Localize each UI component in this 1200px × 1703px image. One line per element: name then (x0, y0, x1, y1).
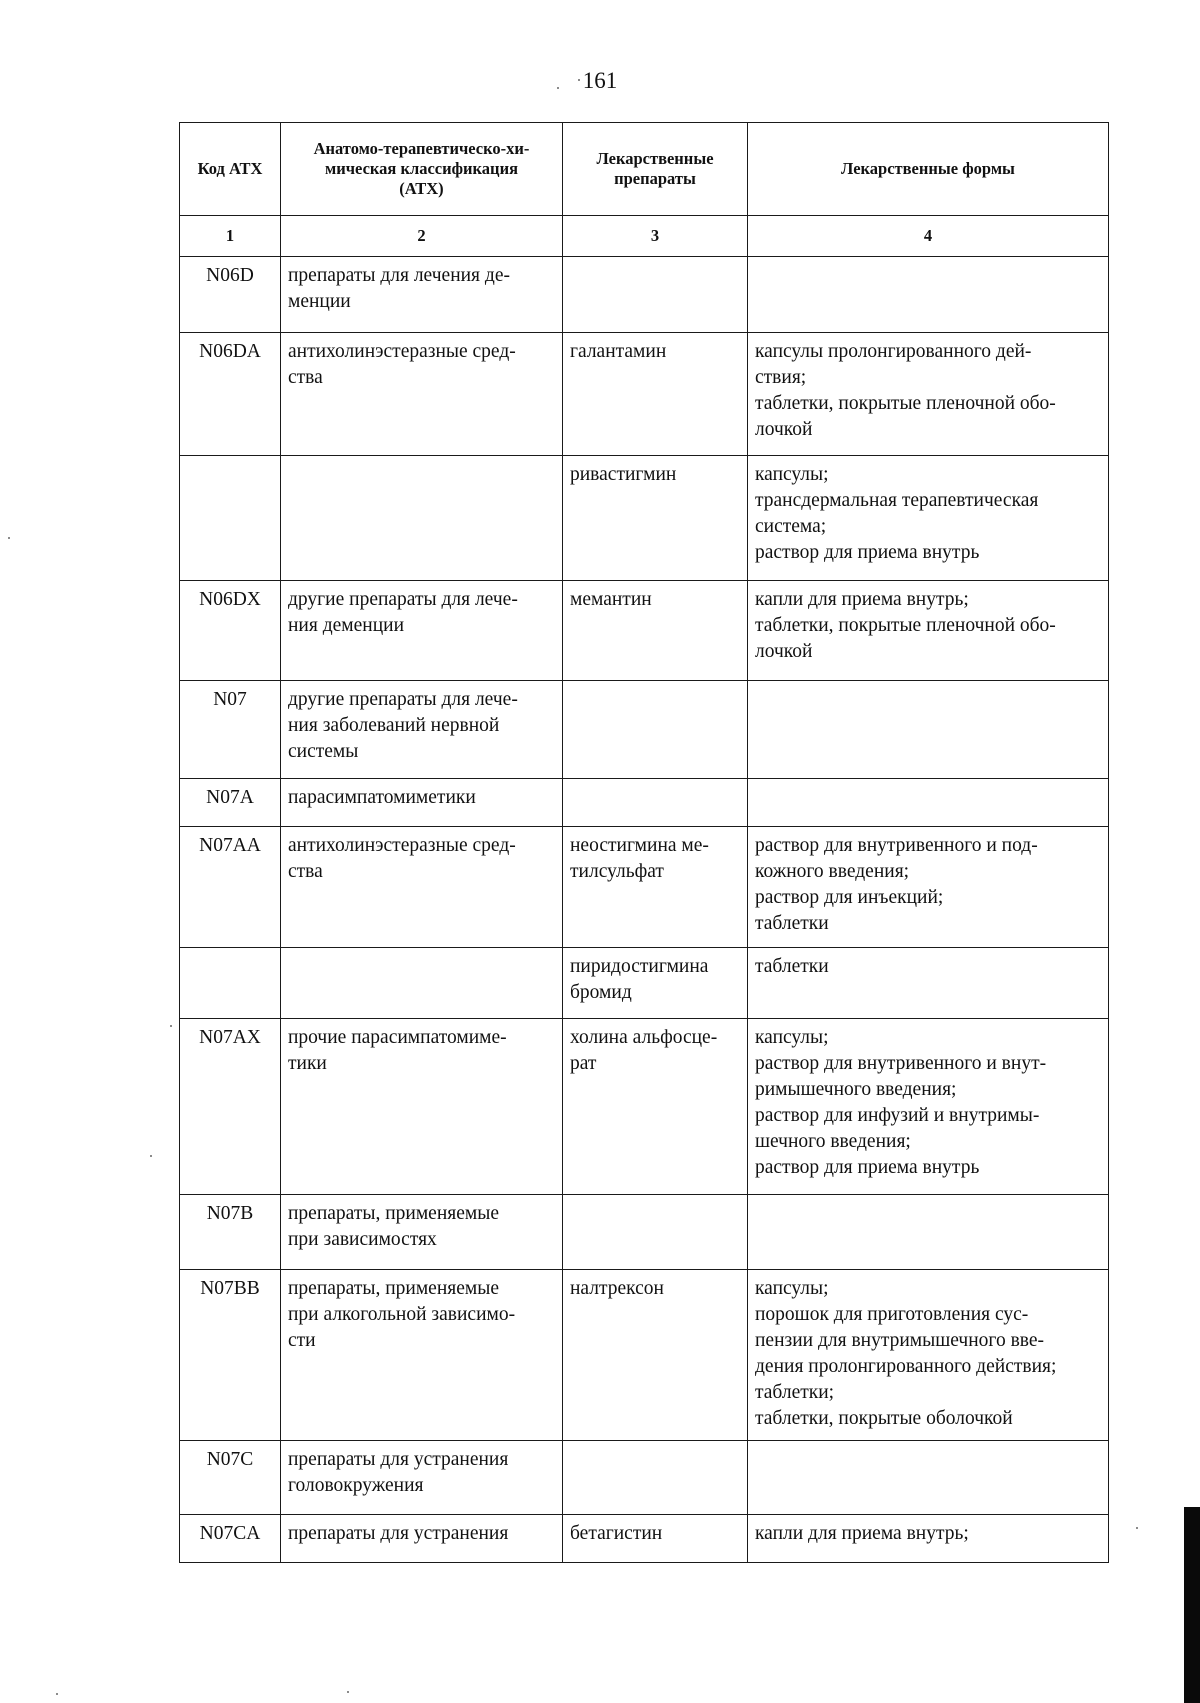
forms-line: кожного введения; (755, 861, 910, 882)
column-number: 3 (563, 216, 748, 257)
forms-cell (748, 681, 1109, 779)
forms-line: таблетки (755, 956, 829, 977)
forms-cell (748, 948, 1109, 1019)
classification-line: тики (288, 1053, 327, 1074)
drug-cell (563, 948, 748, 1019)
table-row (180, 779, 1109, 827)
header-row (180, 123, 1109, 216)
forms-cell (748, 1195, 1109, 1270)
header-forms-line: Лекарственные формы (841, 159, 1015, 178)
header-drugs (563, 123, 748, 216)
classification-line: другие препараты для лече- (288, 689, 518, 710)
scan-speck (347, 1691, 349, 1693)
classification-cell (281, 333, 563, 456)
drug-line: галантамин (570, 341, 667, 362)
classification-line: при зависимостях (288, 1229, 437, 1250)
atx-code-cell (180, 456, 281, 581)
classification-cell (281, 1515, 563, 1563)
forms-cell (748, 1515, 1109, 1563)
classification-cell (281, 779, 563, 827)
atx-code-cell: N07AA (180, 827, 281, 948)
forms-line: раствор для приема внутрь (755, 1157, 980, 1178)
scan-speck (557, 87, 559, 89)
drug-cell (563, 1515, 748, 1563)
header-code-line: Код АТХ (197, 159, 263, 178)
forms-line: трансдермальная терапевтическая (755, 490, 1039, 511)
drug-cell (563, 581, 748, 681)
atx-code-cell: N07C (180, 1441, 281, 1515)
header-classification-line: (АТХ) (399, 179, 444, 198)
column-number: 2 (281, 216, 563, 257)
forms-line: таблетки; (755, 1382, 835, 1403)
classification-cell (281, 1019, 563, 1195)
scan-speck (56, 1693, 58, 1695)
scan-speck (170, 1025, 172, 1027)
forms-line: раствор для инфузий и внутримы- (755, 1105, 1040, 1126)
column-number-row (180, 216, 1109, 257)
column-number: 4 (748, 216, 1109, 257)
classification-line: другие препараты для лече- (288, 589, 518, 610)
drug-line: тилсульфат (570, 861, 664, 882)
table-row (180, 1195, 1109, 1270)
atx-code-cell: N06DA (180, 333, 281, 456)
atx-code-cell: N07A (180, 779, 281, 827)
classification-cell (281, 257, 563, 333)
forms-line: таблетки, покрытые оболочкой (755, 1408, 1013, 1429)
table-body (180, 257, 1109, 1563)
forms-cell (748, 581, 1109, 681)
drug-line: мемантин (570, 589, 652, 610)
forms-line: порошок для приготовления сус- (755, 1304, 1029, 1325)
forms-cell (748, 779, 1109, 827)
classification-line: препараты для устранения (288, 1523, 509, 1544)
classification-line: системы (288, 741, 359, 762)
forms-cell (748, 456, 1109, 581)
atx-code-cell (180, 948, 281, 1019)
forms-line: система; (755, 516, 827, 537)
classification-line: головокружения (288, 1475, 424, 1496)
classification-cell (281, 456, 563, 581)
table-row (180, 333, 1109, 456)
classification-cell (281, 1441, 563, 1515)
forms-cell (748, 827, 1109, 948)
classification-line: антихолинэстеразные сред- (288, 835, 516, 856)
classification-line: ния деменции (288, 615, 405, 636)
scan-speck (150, 1155, 152, 1157)
forms-line: дения пролонгированного действия; (755, 1356, 1057, 1377)
table-row (180, 1019, 1109, 1195)
table-row (180, 1270, 1109, 1441)
page-number: 161 (582, 68, 618, 93)
header-classification-line: Анатомо-терапевтическо-хи- (313, 139, 530, 158)
forms-line: раствор для внутривенного и внут- (755, 1053, 1047, 1074)
header-classification (281, 123, 563, 216)
forms-line: раствор для приема внутрь (755, 542, 980, 563)
table-row (180, 827, 1109, 948)
classification-line: препараты для лечения де- (288, 265, 510, 286)
forms-line: капли для приема внутрь; (755, 589, 969, 610)
drug-cell (563, 1019, 748, 1195)
classification-line: менции (288, 291, 351, 312)
header-code (180, 123, 281, 216)
scan-speck (578, 79, 580, 81)
drug-cell (563, 456, 748, 581)
atx-code-cell: N06D (180, 257, 281, 333)
scan-speck (8, 537, 10, 539)
forms-line: лочкой (755, 641, 813, 662)
column-number: 1 (180, 216, 281, 257)
classification-line: препараты, применяемые (288, 1278, 499, 1299)
drug-cell (563, 779, 748, 827)
drug-line: неостигмина ме- (570, 835, 709, 856)
header-classification-line: мическая классификация (325, 159, 518, 178)
classification-cell (281, 681, 563, 779)
drug-line: налтрексон (570, 1278, 664, 1299)
table-row (180, 681, 1109, 779)
classification-line: прочие парасимпатомиме- (288, 1027, 507, 1048)
atx-code-cell: N07AX (180, 1019, 281, 1195)
forms-line: римышечного введения; (755, 1079, 957, 1100)
atx-code-cell: N07CA (180, 1515, 281, 1563)
forms-line: раствор для инъекций; (755, 887, 944, 908)
header-drugs-line: препараты (614, 169, 696, 188)
atx-code-cell: N07BB (180, 1270, 281, 1441)
forms-line: таблетки, покрытые пленочной обо- (755, 615, 1056, 636)
forms-cell (748, 1270, 1109, 1441)
forms-line: ствия; (755, 367, 807, 388)
classification-cell (281, 948, 563, 1019)
classification-cell (281, 1195, 563, 1270)
drug-cell (563, 1195, 748, 1270)
classification-cell (281, 827, 563, 948)
forms-line: капсулы пролонгированного дей- (755, 341, 1032, 362)
classification-cell (281, 1270, 563, 1441)
drug-line: ривастигмин (570, 464, 677, 485)
forms-line: пензии для внутримышечного вве- (755, 1330, 1045, 1351)
drug-cell (563, 827, 748, 948)
table-row (180, 948, 1109, 1019)
forms-cell (748, 333, 1109, 456)
header-forms (748, 123, 1109, 216)
atx-code-cell: N07 (180, 681, 281, 779)
drug-cell (563, 681, 748, 779)
forms-cell (748, 257, 1109, 333)
drug-cell (563, 257, 748, 333)
forms-line: лочкой (755, 419, 813, 440)
drug-line: пиридостигмина (570, 956, 709, 977)
header-drugs-line: Лекарственные (596, 149, 714, 168)
classification-line: сти (288, 1330, 316, 1351)
forms-line: капсулы; (755, 464, 829, 485)
classification-cell (281, 581, 563, 681)
scan-speck (1136, 1527, 1138, 1529)
classification-line: ства (288, 367, 323, 388)
atx-table (179, 122, 1109, 1563)
forms-cell (748, 1441, 1109, 1515)
scan-edge-mark (1184, 1507, 1200, 1703)
drug-line: бетагистин (570, 1523, 663, 1544)
classification-line: при алкогольной зависимо- (288, 1304, 516, 1325)
forms-line: таблетки, покрытые пленочной обо- (755, 393, 1056, 414)
drug-cell (563, 1441, 748, 1515)
classification-line: парасимпатомиметики (288, 787, 476, 808)
classification-line: препараты для устранения (288, 1449, 509, 1470)
forms-line: капсулы; (755, 1027, 829, 1048)
drug-line: рат (570, 1053, 597, 1074)
classification-line: ния заболеваний нервной (288, 715, 500, 736)
drug-cell (563, 1270, 748, 1441)
classification-line: антихолинэстеразные сред- (288, 341, 516, 362)
atx-code-cell: N07B (180, 1195, 281, 1270)
forms-line: таблетки (755, 913, 829, 934)
forms-line: капсулы; (755, 1278, 829, 1299)
forms-line: шечного введения; (755, 1131, 911, 1152)
drug-cell (563, 333, 748, 456)
table-row (180, 1515, 1109, 1563)
classification-line: препараты, применяемые (288, 1203, 499, 1224)
drug-line: холина альфосце- (570, 1027, 718, 1048)
drug-line: бромид (570, 982, 632, 1003)
atx-code-cell: N06DX (180, 581, 281, 681)
table-row (180, 257, 1109, 333)
table-row (180, 1441, 1109, 1515)
forms-line: капли для приема внутрь; (755, 1523, 969, 1544)
table-row (180, 456, 1109, 581)
classification-line: ства (288, 861, 323, 882)
table-row (180, 581, 1109, 681)
forms-cell (748, 1019, 1109, 1195)
forms-line: раствор для внутривенного и под- (755, 835, 1038, 856)
